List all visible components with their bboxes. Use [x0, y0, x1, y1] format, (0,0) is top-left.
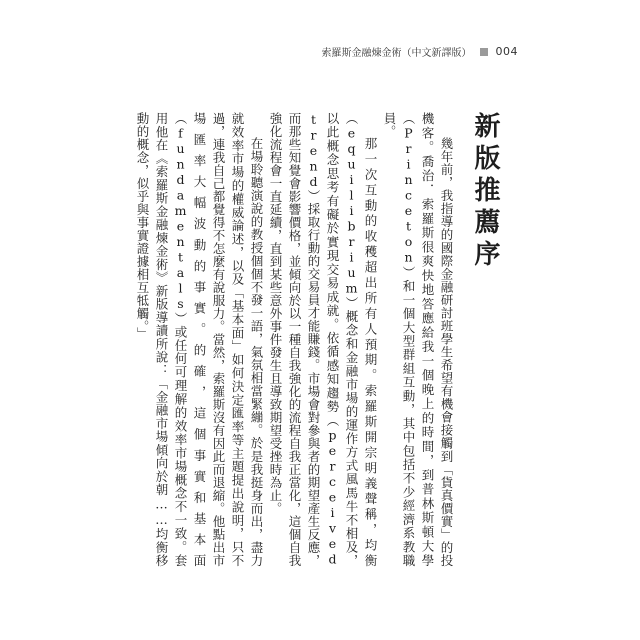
- page-number: 004: [495, 45, 518, 58]
- paragraph-3: 在場聆聽演說的教授個個不發一語，氣氛相當緊繃。於是我挺身而出，盡力就效率市場的權威論述，以及「基本面」如何決定匯率等主題提出說明，只不過，連我自己都覺得不怎麼有說服力。當然，索羅斯沒有因此而退縮。他點出市場匯率大幅波動的事實。的確，這個事實和基本面（fundamentals）或任何可理解的效率市場概念不一致。套用他在《索羅斯金融煉金術》新版導讀所說：「金融市場傾向於朝……均衡移動的概念，似乎與事實證據相互牴觸。」: [135, 112, 264, 567]
- running-header: [322, 44, 519, 59]
- book-title: 索羅斯金融煉金術（中文新譯版）: [321, 48, 472, 59]
- vertical-text-body: [135, 112, 500, 567]
- paragraph-2: 那一次互動的收穫超出所有人預期。索羅斯開宗明義聲稱，均衡（equilibrium）概念和金融市場的運作方式風馬牛不相及，以此概念思考有礙於實現交易成就。依循感知趨勢（perceived trend）採取行動的交易員才能賺錢。市場會對參與者的期望產生反應，而那些知覺會影響價格，並傾向於以一種自我強化的流程自我正當化，這個自我強化流程會一直延續，直到某些意外事件發生且導致期望受挫時為止。: [268, 112, 378, 567]
- section-title: 新版推薦序: [470, 112, 500, 272]
- paragraph-1: 幾年前，我指導的國際金融研討班學生希望有機會接觸到「貨真價實」的投機客。喬治．索羅斯很爽快地答應給我一個晚上的時間，到普林斯頓大學（Princeton）和一個大型群組互動，其中包括不少經濟系教職員。: [382, 112, 454, 567]
- header-square-icon: [480, 48, 488, 56]
